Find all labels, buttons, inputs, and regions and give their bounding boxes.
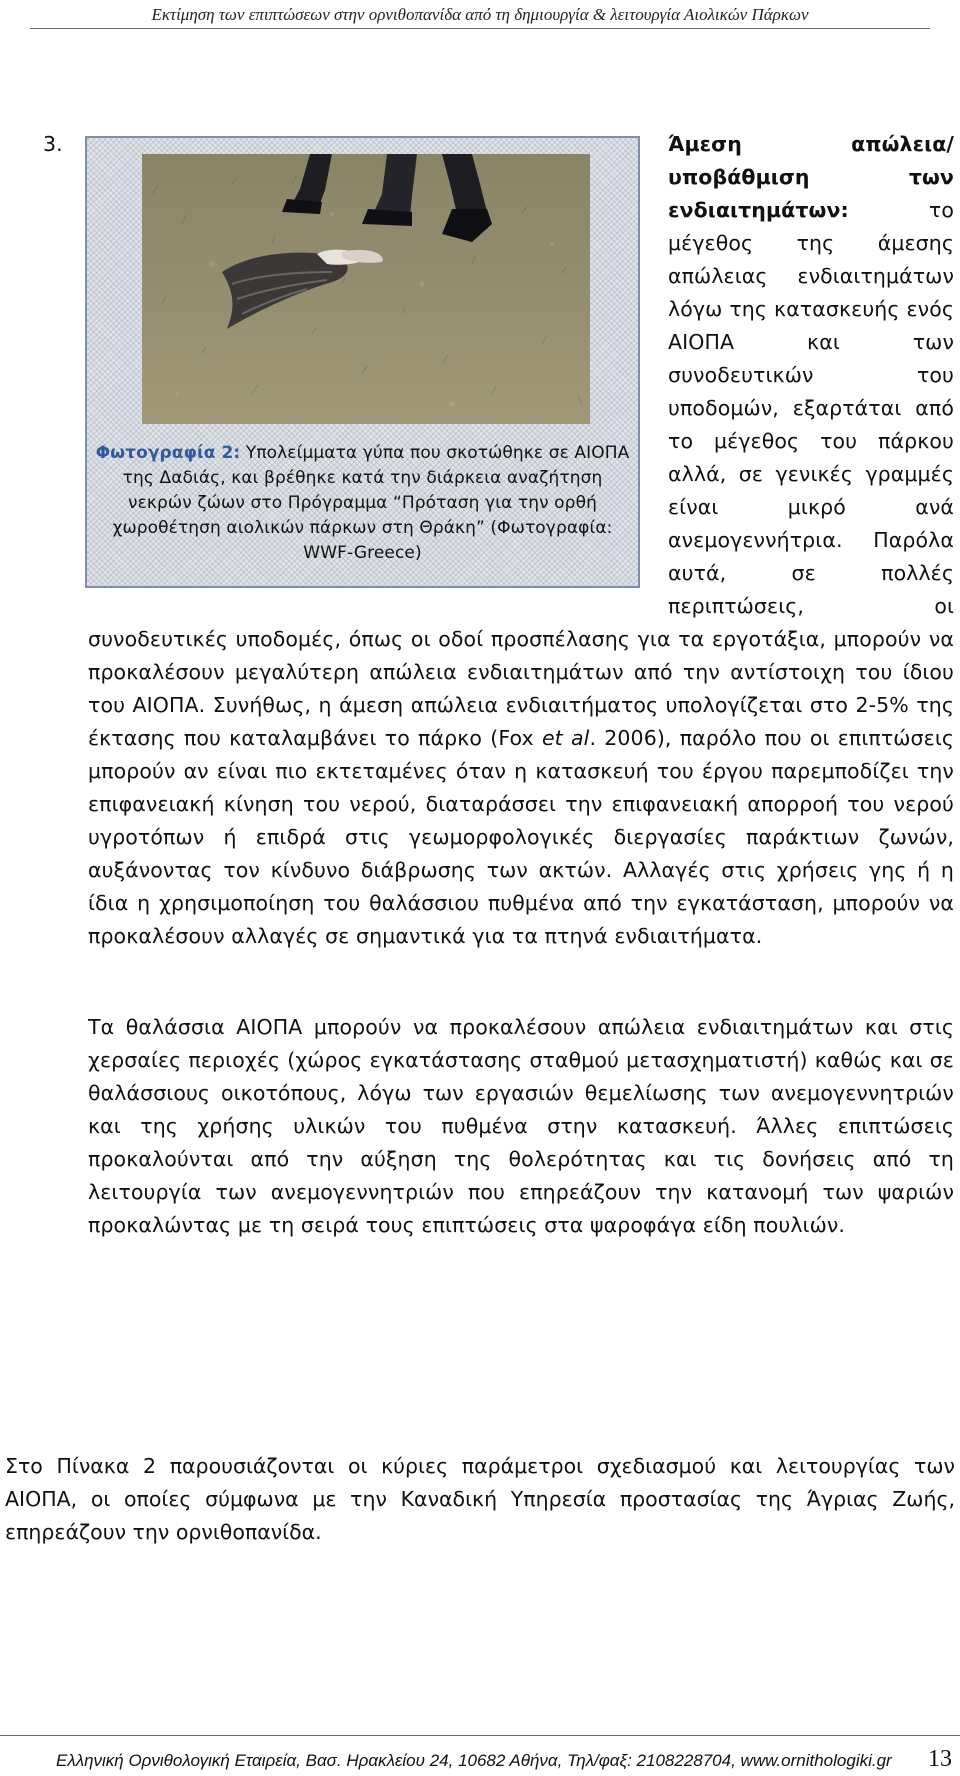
page-number: 13 [928, 1746, 952, 1772]
page-footer [0, 1735, 960, 1776]
item-heading: Άμεση απώλεια/υποβάθμιση των ενδιαιτημάτων: [668, 132, 954, 222]
photo-illustration [142, 154, 590, 424]
paragraph-table-intro: Στο Πίνακα 2 παρουσιάζονται οι κύριες παράμετροι σχεδιασμού και λειτουργίας των ΑΙΟΠΑ, οι οποίες σύμφωνα με την Καναδική Υπηρεσία προστασίας της Άγριας Ζωής, επηρεάζουν την ορνιθοπανίδα. [5, 1454, 955, 1544]
paragraph-1-end: . 2006), παρόλο που οι επιπτώσεις μπορούν αν είναι πιο εκτεταμένες όταν η κατασκευή του έργου παρεμποδίζει την επιφανειακή κίνηση του νερού, διαταράσσει την επιφανειακή απορροή του νερού υγροτόπων ή επιδρά στις γεωμορφολογικές διεργασίες παράκτιων ζωνών, αυξάνοντας τον κίνδυνο διάβρωσης των ακτών. Αλλαγές στις χρήσεις γης ή η ίδια η χρησιμοποίηση του θαλάσσιου πυθμένα από την εγκατάσταση, μπορούν να προκαλέσουν αλλαγές σε σημαντικά για τα πτηνά ενδιαιτήματα. [88, 726, 954, 948]
paragraph-1-text: το μέγεθος της άμεσης απώλειας ενδιαιτημάτων λόγω της κατασκευής ενός ΑΙΟΠΑ και των συνοδευτικών του υποδομών, εξαρτάται από το μέγεθος του πάρκου αλλά, σε γενικές γραμμές είναι μικρό ανά ανεμογεννήτρια. Παρόλα αυτά, σε πολλές περιπτώσεις, οι συνοδευτικές υποδομές, όπως οι οδοί προσπέλασης για τα εργοτάξια, μπορούν να προκαλέσουν μεγαλύτερη απώλεια ενδιαιτημάτων από την αντίστοιχη του ίδιου του ΑΙΟΠΑ. Συνήθως, η άμεση απώλεια ενδιαιτήματος υπολογίζεται στο 2-5% της έκτασης που καταλαμβάνει το πάρκο (Fox [88, 198, 954, 750]
vulture-remains-photo [142, 154, 590, 424]
header-title: Εκτίμηση των επιπτώσεων στην ορνιθοπανίδα από τη δημιουργία & λειτουργία Αιολικών Πάρκων [151, 5, 809, 24]
photo-caption [95, 441, 630, 566]
caption-label: Φωτογραφία 2: [95, 443, 241, 463]
paragraph-offshore: Τα θαλάσσια ΑΙΟΠΑ μπορούν να προκαλέσουν απώλεια ενδιαιτημάτων και στις χερσαίες περιοχές (χώρος εγκατάστασης σταθμού μετασχηματιστή) καθώς και σε θαλάσσιους οικοτόπους, λόγω των εργασιών θεμελίωσης των ανεμογεννητριών και της χρήσης υλικών του πυθμένα στην κατασκευή. Άλλες επιπτώσεις προκαλούνται από την αύξηση της θολερότητας και τις δονήσεις από τη λειτουργία των ανεμογεννητριών που επηρεάζουν την κατανομή των ψαριών προκαλώντας με τη σειρά τους επιπτώσεις στα ψαροφάγα είδη πουλιών. [88, 1015, 954, 1237]
citation-et-al: et al [541, 726, 590, 750]
photo-figure [85, 136, 640, 588]
caption-text: Υπολείμματα γύπα που σκοτώθηκε σε ΑΙΟΠΑ της Δαδιάς, και βρέθηκε κατά την διάρκεια αναζήτηση νεκρών ζώων στο Πρόγραμμα “Πρόταση για την ορθή χωροθέτηση αιολικών πάρκων στη Θράκη” (Φωτογραφία: WWF-Greece) [112, 443, 630, 563]
item-number: 3. [43, 132, 63, 156]
footer-contact: Ελληνική Ορνιθολογική Εταιρεία, Βασ. Ηρακλείου 24, 10682 Αθήνα, Τηλ/φαξ: 2108228704, www.ornithologiki.gr [56, 1751, 892, 1770]
page-header [30, 2, 930, 29]
main-content [43, 128, 954, 1242]
